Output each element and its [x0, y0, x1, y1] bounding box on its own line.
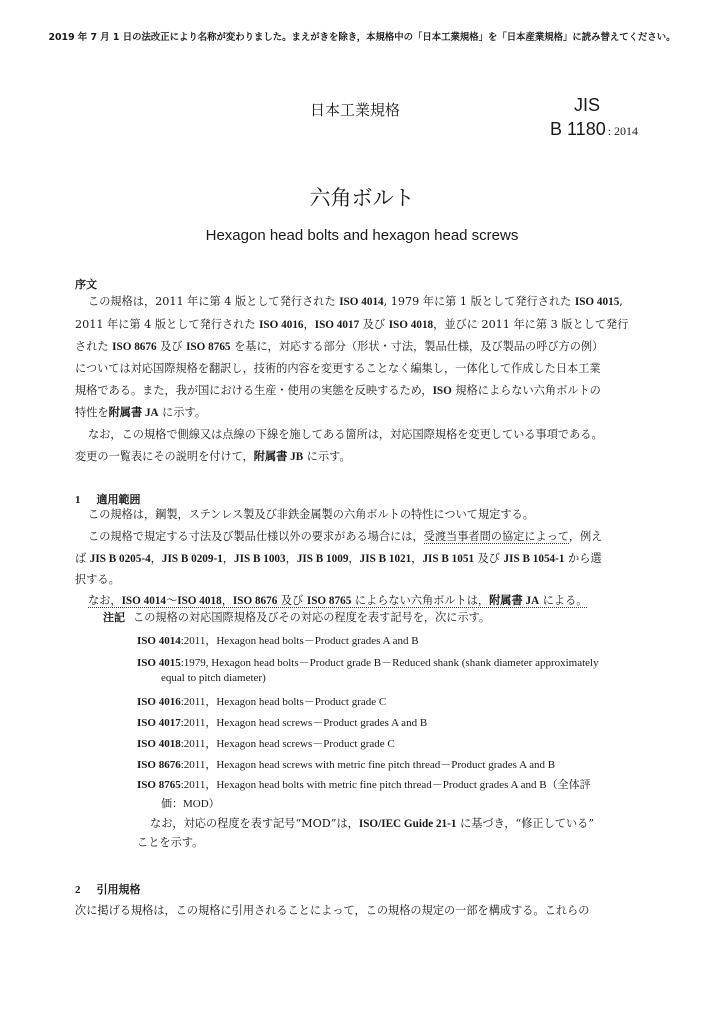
- foreword-line-3: された ISO 8676 及び ISO 8765 を基に，対応する部分（形状・寸法，製品仕様，及び製品の呼び方の例）: [75, 340, 604, 353]
- scope-line-1: この規格は，鋼製，ステンレス製及び非鉄金属製の六角ボルトの特性について規定する。: [88, 508, 534, 521]
- section-2-heading: 2 引用規格: [75, 883, 141, 896]
- reference-item: ISO 8676:2011，Hexagon head screws with metric fine pitch thread－Product grades A and B: [137, 759, 556, 771]
- document-title-ja: 六角ボルト: [309, 186, 415, 210]
- standard-year: : 2014: [607, 124, 639, 138]
- reference-item: ISO 4014:2011，Hexagon head bolts－Product grades A and B: [137, 635, 419, 647]
- reference-item: ISO 4018:2011，Hexagon head screws－Product grade C: [137, 738, 395, 750]
- note: 注記 この規格の対応国際規格及びその対応の程度を表す記号を，次に示す。: [103, 611, 491, 624]
- foreword-line-2: 2011 年に第 4 版として発行された ISO 4016，ISO 4017 及び ISO 4018，並びに 2011 年に第 3 版として発行: [75, 318, 629, 331]
- foreword-line-7: なお，この規格で側線又は点線の下線を施してある箇所は，対応国際規格を変更している事項である。: [88, 428, 603, 441]
- standard-name: 日本工業規格: [310, 101, 401, 119]
- note-mod-line-1: なお，対応の程度を表す記号“MOD”は，ISO/IEC Guide 21-1 に基づき，“修正している”: [150, 817, 595, 830]
- scope-line-3: ば JIS B 0205-4，JIS B 0209-1，JIS B 1003，JIS B 1009，JIS B 1021，JIS B 1051 及び JIS B 1054-1 から選: [75, 552, 602, 565]
- scope-line-5: なお，ISO 4014～ISO 4018，ISO 8676 及び ISO 8765 によらない六角ボルトは，附属書 JA による。: [88, 594, 588, 607]
- reference-item: equal to pitch diameter): [161, 672, 266, 684]
- reference-item: ISO 4016:2011，Hexagon head bolts－Product grade C: [137, 696, 387, 708]
- reference-item: 価：MOD）: [161, 798, 220, 810]
- foreword-line-4: については対応国際規格を翻訳し，技術的内容を変更することなく編集し，一体化して作成した日本工業: [75, 362, 601, 375]
- reference-item: ISO 4017:2011，Hexagon head screws－Product grades A and B: [137, 717, 428, 729]
- section-1-heading: 1 適用範囲: [75, 493, 141, 506]
- standard-number: [550, 119, 638, 140]
- standard-code: B 1180: [550, 119, 606, 139]
- note-mod-line-2: ことを示す。: [137, 836, 204, 849]
- jis-label: JIS: [574, 95, 601, 115]
- scope-line-4: 択する。: [75, 573, 120, 586]
- normative-references-line-1: 次に掲げる規格は，この規格に引用されることによって，この規格の規定の一部を構成する。これらの: [75, 904, 590, 917]
- reference-item: ISO 4015:1979, Hexagon head bolts－Product grade B－Reduced shank (shank diameter approximately: [137, 657, 599, 669]
- foreword-line-5: 規格である。また，我が国における生産・使用の実態を反映するため，ISO 規格によらない六角ボルトの: [75, 384, 601, 397]
- name-change-notice: 2019 年 7 月 1 日の法改正により名称が変わりました。まえがきを除き，本規格中の「日本工業規格」を「日本産業規格」に読み替えてください。: [48, 32, 676, 43]
- scope-line-2: この規格で規定する寸法及び製品仕様以外の要求がある場合には，受渡当事者間の協定によって，例え: [88, 530, 603, 543]
- document-title-en: Hexagon head bolts and hexagon head screws: [205, 227, 519, 244]
- foreword-line-6: 特性を附属書 JA に示す。: [75, 406, 207, 419]
- foreword-line-1: この規格は，2011 年に第 4 版として発行された ISO 4014, 1979 年に第 1 版として発行された ISO 4015,: [88, 295, 623, 308]
- foreword-heading: 序文: [75, 278, 97, 291]
- foreword-line-8: 変更の一覧表にその説明を付けて，附属書 JB に示す。: [75, 450, 351, 463]
- reference-item: ISO 8765:2011，Hexagon head bolts with metric fine pitch thread－Product grades A and B（全体評: [137, 779, 591, 791]
